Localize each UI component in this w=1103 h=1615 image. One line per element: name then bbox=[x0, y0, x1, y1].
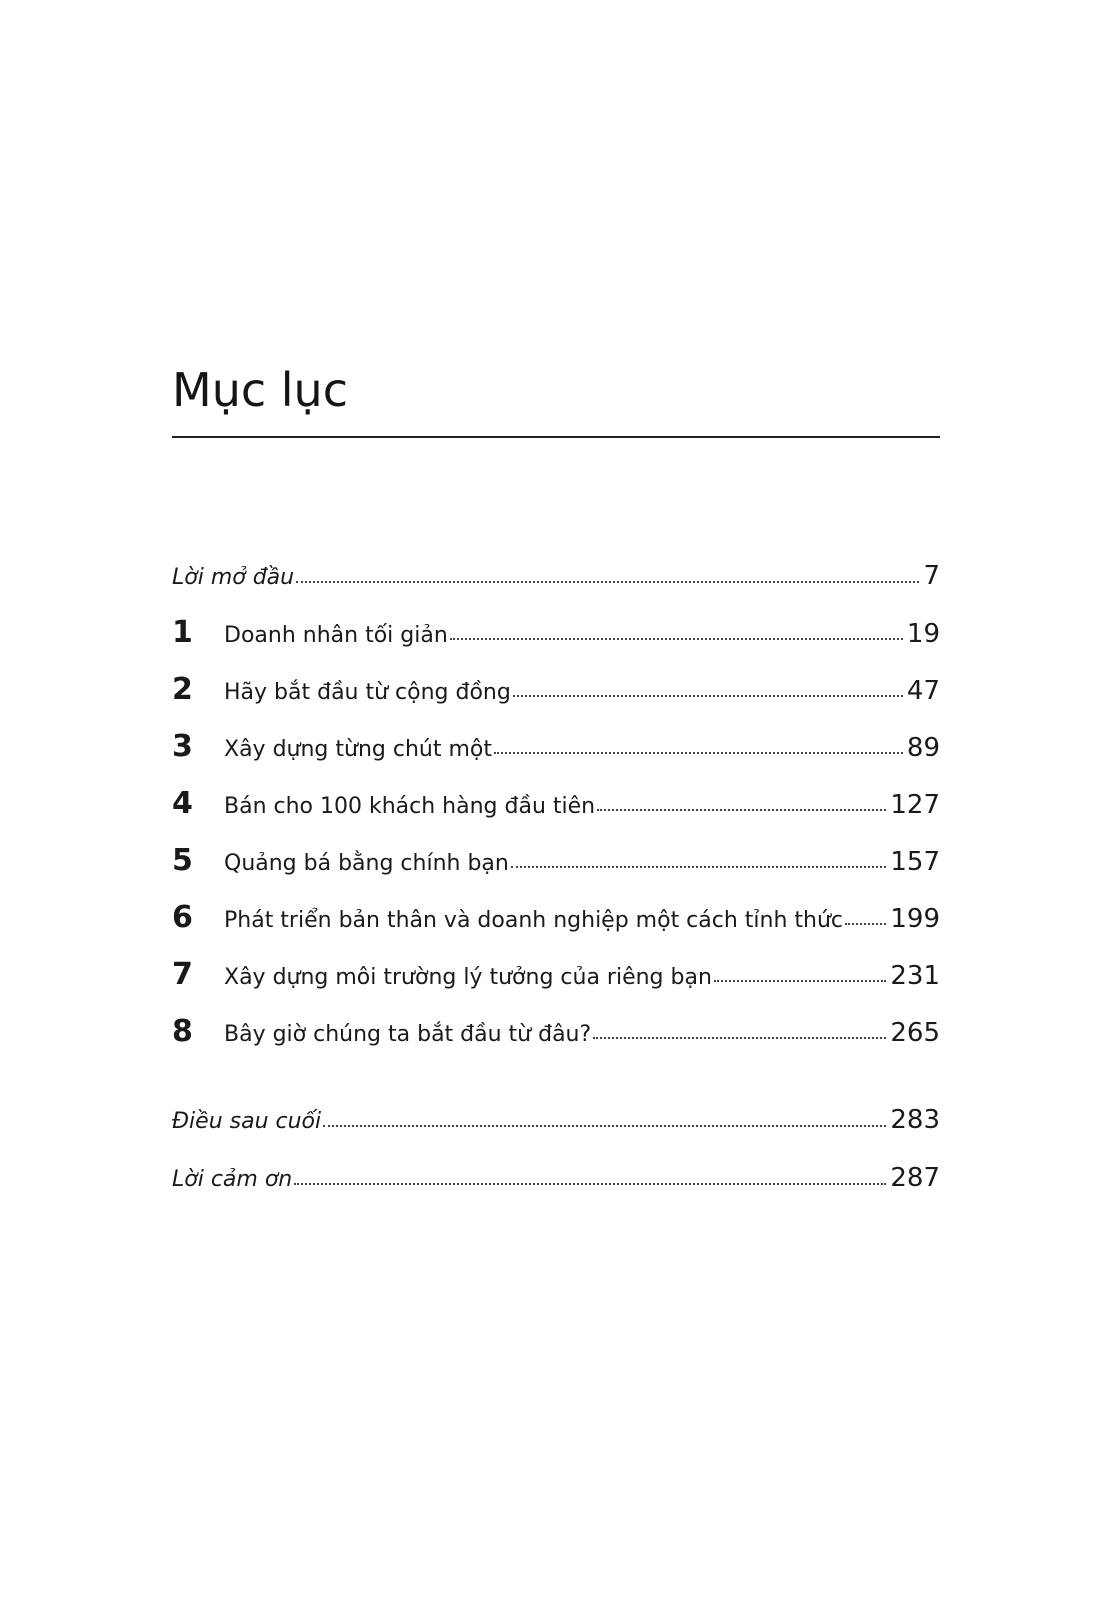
dot-leader bbox=[845, 903, 886, 925]
dot-leader bbox=[597, 789, 886, 811]
toc-entry-chapter-6[interactable] bbox=[172, 900, 940, 936]
chapter-number: 4 bbox=[172, 786, 193, 821]
dot-leader bbox=[513, 675, 903, 697]
chapter-number: 6 bbox=[172, 900, 193, 935]
page-title: Mục lục bbox=[172, 363, 348, 417]
toc-entry-chapter-1[interactable] bbox=[172, 615, 940, 651]
toc-entry-label: Lời mở đầu bbox=[172, 565, 295, 590]
toc-page-number: 127 bbox=[890, 790, 940, 820]
title-divider bbox=[172, 436, 940, 438]
toc-entry-acknowledgements[interactable] bbox=[172, 1160, 940, 1196]
chapter-number: 1 bbox=[172, 615, 193, 650]
toc-page-number: 231 bbox=[890, 961, 940, 991]
dot-leader bbox=[296, 561, 919, 583]
toc-page-number: 265 bbox=[890, 1018, 940, 1048]
toc-entry-chapter-2[interactable] bbox=[172, 672, 940, 708]
toc-entry-label: Bán cho 100 khách hàng đầu tiên bbox=[224, 794, 596, 819]
toc-entry-chapter-8[interactable] bbox=[172, 1014, 940, 1050]
toc-entry-label: Hãy bắt đầu từ cộng đồng bbox=[224, 680, 511, 705]
toc-entry-afterword[interactable] bbox=[172, 1102, 940, 1138]
toc-page-number: 287 bbox=[890, 1163, 940, 1193]
toc-page-number: 19 bbox=[906, 619, 940, 649]
toc-entry-chapter-7[interactable] bbox=[172, 957, 940, 993]
toc-entry-chapter-3[interactable] bbox=[172, 729, 940, 765]
toc-page-number: 7 bbox=[923, 561, 940, 591]
toc-entry-chapter-5[interactable] bbox=[172, 843, 940, 879]
toc-entry-label: Lời cảm ơn bbox=[172, 1167, 293, 1192]
dot-leader bbox=[294, 1163, 886, 1185]
toc-entry-front-matter[interactable] bbox=[172, 558, 940, 594]
dot-leader bbox=[323, 1105, 886, 1127]
toc-entry-label: Phát triển bản thân và doanh nghiệp một cách tỉnh thức bbox=[224, 908, 844, 933]
toc-entry-label: Quảng bá bằng chính bạn bbox=[224, 851, 509, 876]
toc-entry-chapter-4[interactable] bbox=[172, 786, 940, 822]
chapter-number: 8 bbox=[172, 1014, 193, 1049]
dot-leader bbox=[450, 618, 903, 640]
toc-page-number: 47 bbox=[906, 676, 940, 706]
chapter-number: 2 bbox=[172, 672, 193, 707]
toc-page-number: 199 bbox=[890, 904, 940, 934]
dot-leader bbox=[494, 732, 903, 754]
dot-leader bbox=[714, 960, 886, 982]
toc-entry-label: Xây dựng môi trường lý tưởng của riêng bạn bbox=[224, 965, 712, 990]
toc-entry-label: Bây giờ chúng ta bắt đầu từ đâu? bbox=[224, 1022, 592, 1047]
toc-entry-label: Doanh nhân tối giản bbox=[224, 623, 448, 648]
toc-page-number: 157 bbox=[890, 847, 940, 877]
toc-page-number: 89 bbox=[906, 733, 940, 763]
toc-page-number: 283 bbox=[890, 1105, 940, 1135]
chapter-number: 5 bbox=[172, 843, 193, 878]
toc-entry-label: Điều sau cuối bbox=[172, 1109, 322, 1134]
dot-leader bbox=[511, 846, 887, 868]
dot-leader bbox=[593, 1017, 886, 1039]
chapter-number: 3 bbox=[172, 729, 193, 764]
toc-entry-label: Xây dựng từng chút một bbox=[224, 737, 492, 762]
chapter-number: 7 bbox=[172, 957, 193, 992]
